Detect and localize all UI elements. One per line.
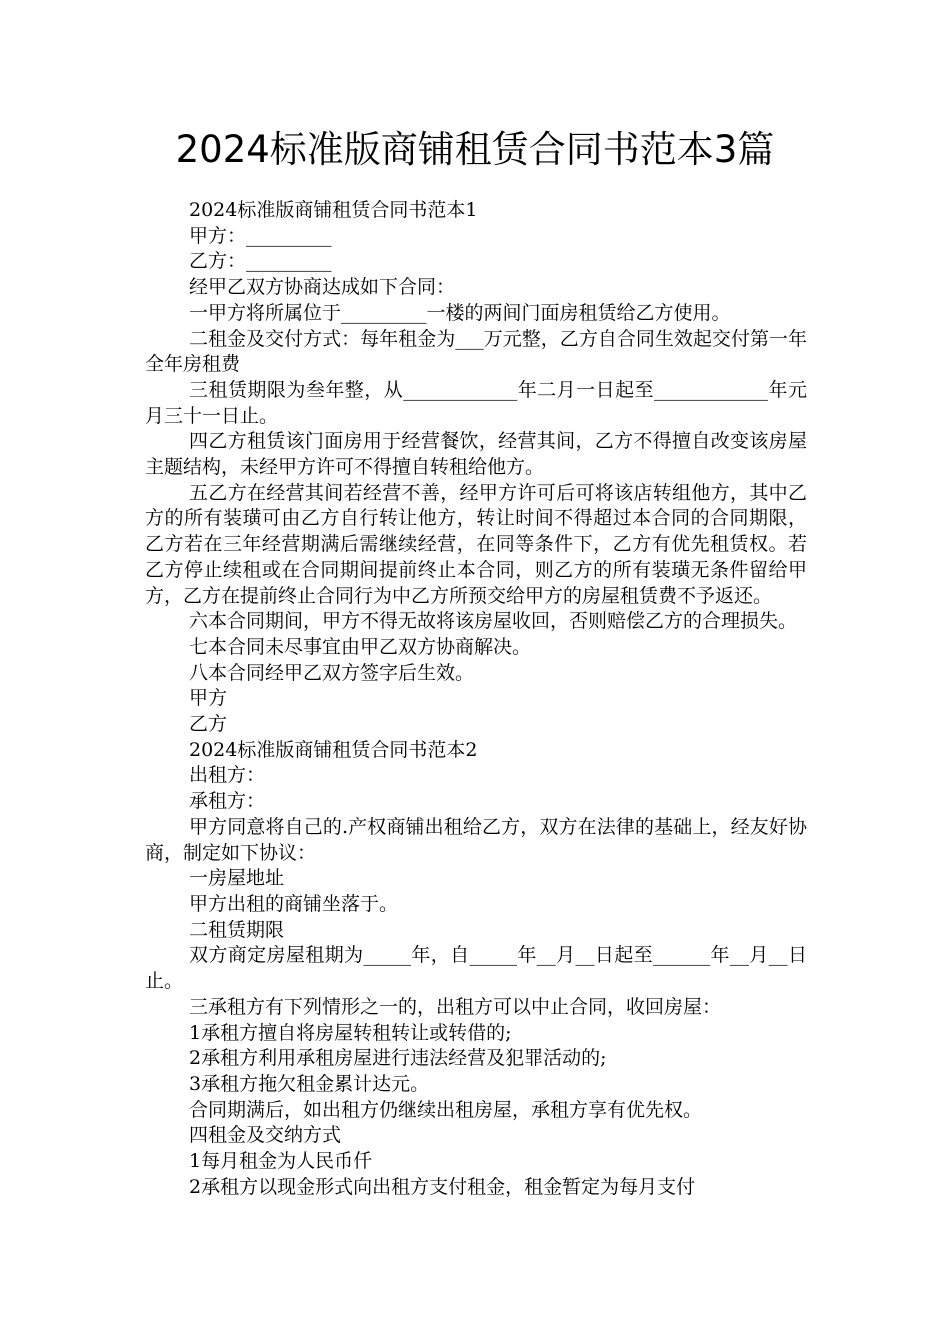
- section-heading-2: 2024标准版商铺租赁合同书范本2: [189, 738, 478, 761]
- party-a-line: 甲方：_________: [189, 224, 332, 247]
- heading-rent: 四租金及交纳方式: [189, 1124, 342, 1147]
- clause-6: 六本合同期间，甲方不得无故将该房屋收回，否则赔偿乙方的合理损失。: [189, 610, 798, 633]
- clause-8: 八本合同经甲乙双方签字后生效。: [189, 661, 475, 684]
- lessee-line: 承租方：: [189, 790, 266, 813]
- rent-item-1: 1每月租金为人民币仟: [189, 1150, 373, 1173]
- signature-party-a: 甲方: [189, 687, 228, 710]
- rent-item-2: 2承租方以现金形式向出租方支付租金，租金暂定为每月支付: [189, 1175, 696, 1198]
- clause-3: 三租赁期限为叁年整，从____________年二月一日起至____________年元月三十一日止。: [145, 378, 807, 427]
- clause-2: 二租金及交付方式：每年租金为___万元整，乙方自合同生效起交付第一年全年房租费: [145, 327, 807, 376]
- renewal-text: 合同期满后，如出租方仍继续出租房屋，承租方享有优先权。: [189, 1098, 703, 1121]
- clause-1: 一甲方将所属位于_________一楼的两间门面房租赁给乙方使用。: [189, 301, 731, 324]
- agreement-intro: 甲方同意将自己的.产权商铺出租给乙方，双方在法律的基础上，经友好协商，制定如下协议：: [145, 815, 807, 864]
- clause-4: 四乙方租赁该门面房用于经营餐饮，经营其间，乙方不得擅自改变该房屋主题结构，未经甲方许可不得擅自转租给他方。: [145, 430, 807, 479]
- termination-item-3: 3承租方拖欠租金累计达元。: [189, 1072, 430, 1095]
- document-title: 2024标准版商铺租赁合同书范本3篇: [175, 128, 775, 171]
- heading-address: 一房屋地址: [189, 867, 285, 890]
- paragraph-intro: 经甲乙双方协商达成如下合同：: [189, 276, 456, 299]
- clause-5: 五乙方在经营其间若经营不善，经甲方许可后可将该店转组他方，其中乙方的所有装璜可由乙方自行转让他方，转让时间不得超过本合同的合同期限，乙方若在三年经营期满后需继续经营，在同等条件下，乙方有优先租赁权。若乙方停止续租或在合同期间提前终止本合同，则乙方的所有装璜无条件留给甲方，乙方在提前终止合同行为中乙方所预交给甲方的房屋租赁费不予返还。: [145, 481, 807, 607]
- termination-item-1: 1承租方擅自将房屋转租转让或转借的;: [189, 1021, 512, 1044]
- party-b-line: 乙方：_________: [189, 250, 332, 273]
- clause-7: 七本合同未尽事宜由甲乙双方协商解决。: [189, 635, 532, 658]
- term-text: 双方商定房屋租期为_____年，自_____年__月__日起至______年__月__日止。: [145, 944, 807, 993]
- heading-term: 二租赁期限: [189, 918, 285, 941]
- heading-termination: 三承租方有下列情形之一的，出租方可以中止合同，收回房屋：: [189, 995, 722, 1018]
- document-body: [145, 198, 807, 1200]
- lessor-line: 出租方：: [189, 764, 266, 787]
- signature-party-b: 乙方: [189, 713, 228, 736]
- termination-item-2: 2承租方利用承租房屋进行违法经营及犯罪活动的;: [189, 1047, 607, 1070]
- paragraph-1: 2024标准版商铺租赁合同书范本1: [189, 199, 478, 221]
- address-text: 甲方出租的商铺坐落于。: [189, 892, 399, 915]
